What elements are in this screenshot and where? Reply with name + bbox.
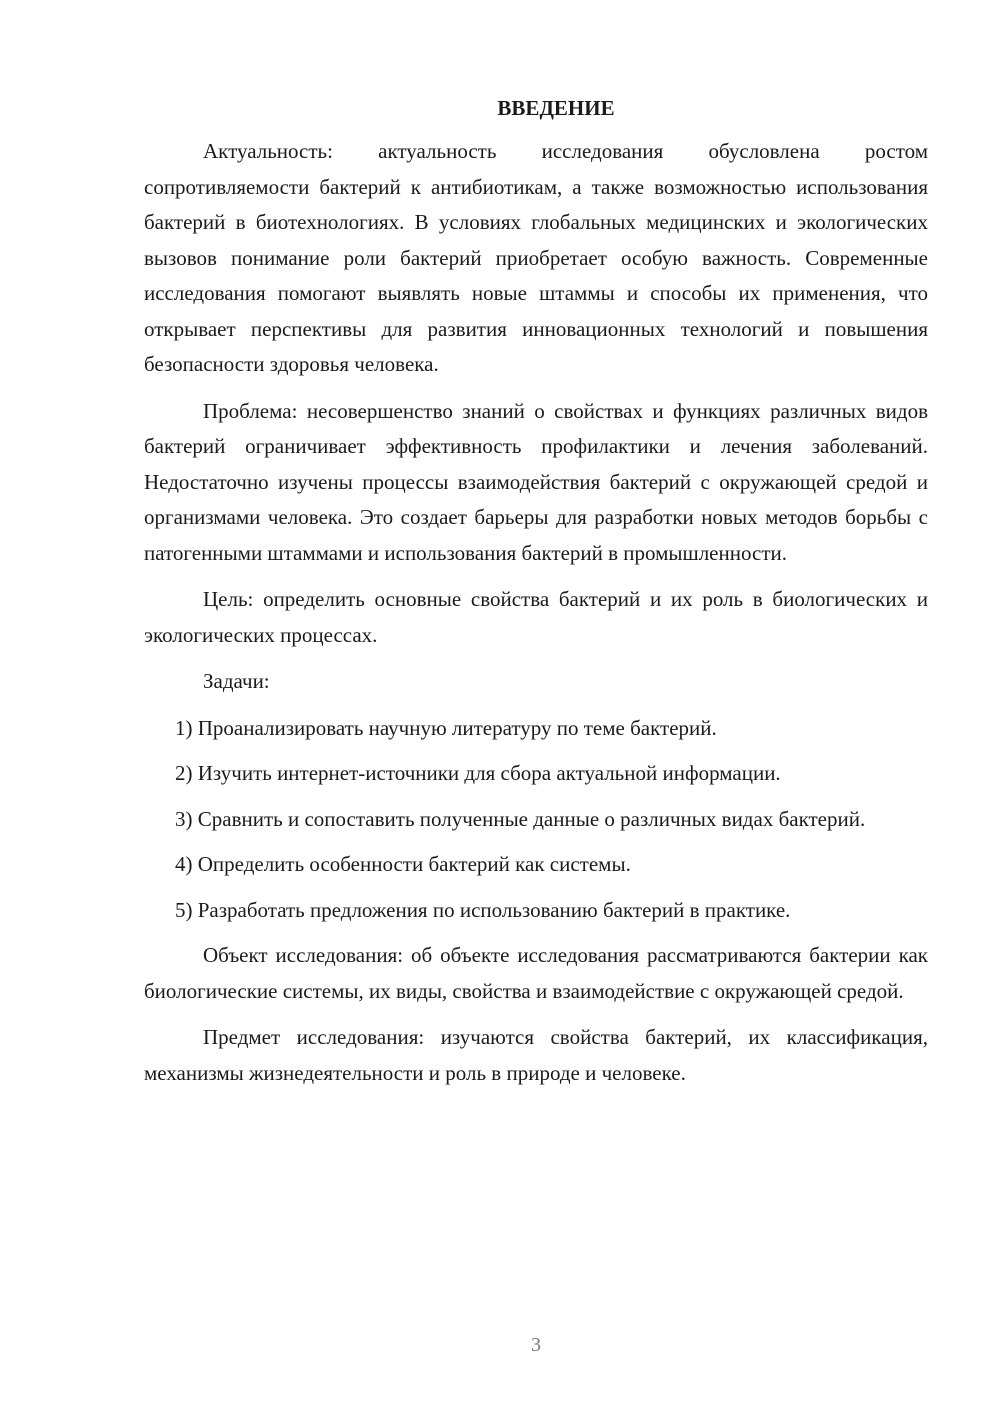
- task-item-1: 1) Проанализировать научную литературу по теме бактерий.: [175, 715, 717, 740]
- tasks-label: Задачи:: [203, 669, 270, 693]
- object-paragraph: Объект исследования: об объекте исследования рассматриваются бактерии как биологические системы, их виды, свойства и взаимодействие с окружающей средой.: [144, 943, 928, 1003]
- task-item-4: 4) Определить особенности бактерий как системы.: [175, 852, 631, 876]
- task-item-2: 2) Изучить интернет-источники для сбора актуальной информации.: [175, 761, 781, 785]
- relevance-paragraph: Актуальность: актуальность исследования обусловлена ростом сопротивляемости бактерий к антибиотикам, а также возможностью использования бактерий в биотехнологиях. В условиях глобальных медицинских и экологических вызовов понимание роли бактерий приобретает особую важность. Современные исследования помогают выявлять новые штаммы и способы их применения, что открывает перспективы для развития инновационных технологий и повышения безопасности здоровья человека.: [144, 139, 928, 376]
- problem-paragraph: Проблема: несовершенство знаний о свойствах и функциях различных видов бактерий ограничивает эффективность профилактики и лечения заболеваний. Недостаточно изучены процессы взаимодействия бактерий с окружающей средой и организмами человека. Это создает барьеры для разработки новых методов борьбы с патогенными штаммами и использования бактерий в промышленности.: [144, 398, 928, 565]
- goal-paragraph: Цель: определить основные свойства бактерий и их роль в биологических и экологических процессах.: [144, 587, 928, 647]
- task-item-5: 5) Разработать предложения по использованию бактерий в практике.: [175, 897, 791, 922]
- subject-paragraph: Предмет исследования: изучаются свойства бактерий, их классификация, механизмы жизнедеятельности и роль в природе и человеке.: [144, 1025, 928, 1085]
- task-item-3: 3) Сравнить и сопоставить полученные данные о различных видах бактерий.: [175, 806, 866, 831]
- section-heading: ВВЕДЕНИЕ: [497, 96, 615, 120]
- page-number: 3: [531, 1334, 541, 1356]
- page-content: [144, 92, 928, 1102]
